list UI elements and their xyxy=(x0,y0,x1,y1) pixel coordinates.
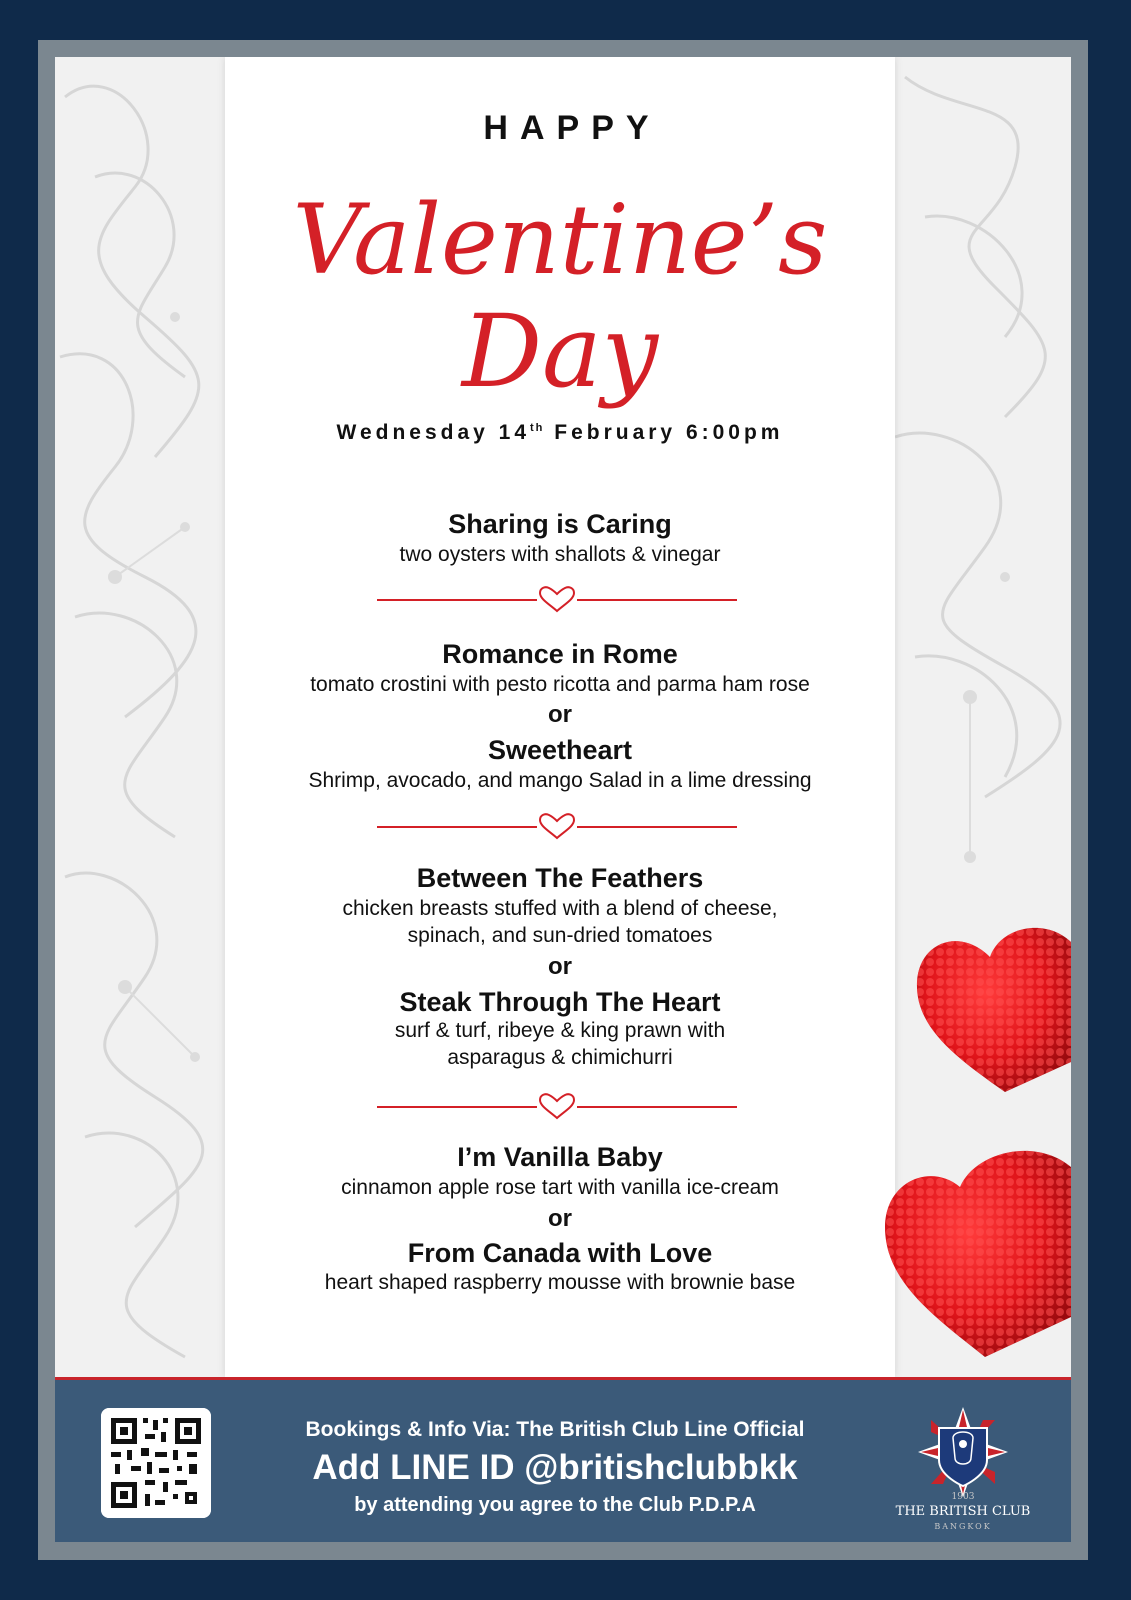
booking-footer xyxy=(55,1377,1071,1542)
course-description: spinach, and sun-dried tomatoes xyxy=(407,924,713,947)
course-description: surf & turf, ribeye & king prawn with xyxy=(394,1019,726,1042)
date-prefix: Wednesday 14 xyxy=(336,421,531,444)
bookings-info: Bookings & Info Via: The British Club Line Official xyxy=(305,1418,805,1441)
valentines-script-title: Valentine’s xyxy=(292,184,828,296)
course-title: Steak Through The Heart xyxy=(399,987,721,1017)
heart-divider-icon xyxy=(377,585,737,615)
course-title: Sharing is Caring xyxy=(448,509,672,539)
course-description: two oysters with shallots & vinegar xyxy=(399,543,721,566)
happy-heading: HAPPY xyxy=(483,109,661,147)
line-id: Add LINE ID @britishclubbkk xyxy=(312,1448,798,1487)
pdpa-notice: by attending you agree to the Club P.D.P.A xyxy=(354,1494,756,1516)
red-heart-decoration-icon xyxy=(875,887,1071,1377)
course-description: Shrimp, avocado, and mango Salad in a lime dressing xyxy=(308,769,812,792)
or-separator: or xyxy=(548,1205,572,1232)
logo-subtitle: BANGKOK xyxy=(934,1522,992,1531)
course-description: heart shaped raspberry mousse with brownie base xyxy=(324,1271,796,1294)
date-rest: February 6:00pm xyxy=(544,421,784,444)
qr-code-icon[interactable] xyxy=(101,1408,211,1518)
course-description: asparagus & chimichurri xyxy=(447,1046,673,1069)
or-separator: or xyxy=(548,953,572,980)
poster-paper xyxy=(55,57,1071,1542)
course-title: From Canada with Love xyxy=(407,1238,713,1268)
course-title: I’m Vanilla Baby xyxy=(457,1142,663,1172)
course-description: tomato crostini with pesto ricotta and parma ham rose xyxy=(310,673,810,696)
course-title: Between The Feathers xyxy=(416,863,704,893)
course-description: cinnamon apple rose tart with vanilla ice-cream xyxy=(341,1176,779,1199)
course-title: Romance in Rome xyxy=(442,639,678,669)
or-separator: or xyxy=(548,701,572,728)
logo-name: THE BRITISH CLUB xyxy=(895,1504,1031,1519)
logo-year: 1903 xyxy=(951,1492,975,1502)
menu-panel xyxy=(225,57,895,1377)
heart-divider-icon xyxy=(377,812,737,842)
event-date xyxy=(225,421,895,445)
course-description: chicken breasts stuffed with a blend of cheese, xyxy=(342,897,778,920)
course-title: Sweetheart xyxy=(487,735,633,765)
heart-divider-icon xyxy=(377,1092,737,1122)
date-ordinal: th xyxy=(530,422,545,434)
day-script-title: Day xyxy=(461,293,659,410)
